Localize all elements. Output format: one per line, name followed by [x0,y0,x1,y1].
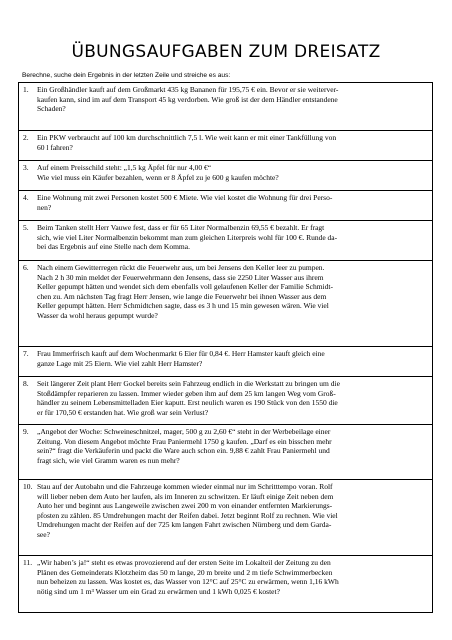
task-text-line: Auto her und beginnt aus Langeweile zwischen zwei 200 m von einander entfernten Markierungs- [37,501,333,511]
task-number [23,311,37,321]
task-text-line: sein?“ fragt die Verkäuferin und packt die Ware auch schon ein. 9,88 € zahlt Frau Paniermehl und [37,446,330,456]
task-text-line: ganze Lage mit 25 Eiern. Wie viel zahlt Herr Hamster? [37,358,203,368]
task-number: 1. [23,85,29,94]
task-text-line: nötig sind um 1 m³ Wasser um ein Grad zu erwärmen und 1 kWh 0,025 € kostet? [37,586,280,596]
task-text-line: Beim Tanken stellt Herr Vauwe fest, dass er für 65 Liter Normalbenzin 69,55 € bezahlt. Er fragt [37,223,325,232]
task-text-line: nun beheizen zu lassen. Was kostet es, das Wasser von 12°C auf 25°C zu erwärmen, wenn 1,16 kWh [37,577,339,587]
task-list [18,82,433,613]
task-text-line: Plänen des Gemeinderats Klotzheim das 50 m lange, 20 m breite und 2 m tiefe Schwimmerbecken [37,567,333,577]
task-number [23,233,37,243]
task-text-line: Nach einem Gewitterregen rückt die Feuerwehr aus, um bei Jensens den Keller leer zu pumpen. [37,263,325,272]
task-text-line: Seit längerer Zeit plant Herr Gockel bereits sein Fahrzeug endlich in die Werkstatt zu bringen um die [37,379,340,388]
task-text-line: Keller gepumpt hätten. Herr Schmidtchen sagte, dass es 3 h und 15 min gewesen wären. Wie viel [37,301,329,311]
task-number [23,242,37,252]
task-number: 8. [23,379,29,388]
task-text-line: Stau auf der Autobahn und die Fahrzeuge kommen wieder einmal nur im Schritttempo voran. Rolf [37,482,333,491]
task-text-line: see? [37,529,50,539]
task-number: 6. [23,263,29,272]
task-number [23,437,37,447]
task-text-line: kaufen kann, sind im auf dem Transport 45 kg verdorben. Wie groß ist der dem Händler entstandene [37,94,338,104]
task-number: 11. [23,558,33,567]
task-box [18,220,433,260]
task-text-line: pfosten zu zählen. 85 Umdrehungen macht der Reifen dabei. Jetzt beginnt Rolf zu rechnen. Wie viel [37,510,338,520]
task-text-line: er für 170,50 € erstanden hat. Wie groß war sein Verlust? [37,407,209,417]
task-number: 2. [23,133,29,142]
task-number [23,104,37,114]
task-number [23,273,37,283]
task-box [18,82,433,130]
task-number: 10. [23,482,33,491]
task-text-line: Wie viel muss ein Käufer bezahlen, wenn er 8 Äpfel zu je 600 g kaufen möchte? [37,172,279,182]
task-number: 5. [23,223,29,232]
task-number: 4. [23,193,29,202]
task-number [23,173,37,183]
task-number [23,282,37,292]
task-number [23,359,37,369]
task-text-line: händler zu seinem Lebensmittelladen Eier kaputt. Erst neulich waren es 190 Stück von den 1550 die [37,398,338,408]
task-box [18,424,433,479]
task-text-line: bei das Ergebnis auf eine Stelle nach dem Komma. [37,242,190,252]
task-number [23,301,37,311]
task-text-line: Keller gepumpt hätten und wendet sich dem ebenfalls voll gelaufenen Keller der Familie Schmidt- [37,282,333,292]
task-number: 9. [23,427,29,436]
task-number [23,389,37,399]
task-box [18,260,433,346]
task-text-line: Frau Immerfrisch kauft auf dem Wochenmarkt 6 Eier für 0,84 €. Herr Hamster kauft gleich eine [37,349,325,358]
task-text-line: Eine Wohnung mit zwei Personen kostet 500 € Miete. Wie viel kostet die Wohnung für drei Perso- [37,193,333,202]
task-number: 7. [23,349,29,358]
task-box [18,555,433,613]
task-number [23,95,37,105]
task-number [23,408,37,418]
task-text-line: chen zu. Am nächsten Tag fragt Herr Jensen, wie lange die Feuerwehr bei ihnen Wasser aus dem [37,291,327,301]
task-number [23,398,37,408]
task-text-line: Zeitung. Von diesem Angebot möchte Frau Paniermehl 1750 g kaufen. „Darf es ein bisschen mehr [37,436,332,446]
task-text-line: Ein Großhändler kauft auf dem Großmarkt 435 kg Bananen für 195,75 € ein. Bevor er sie weiterver- [37,85,339,94]
task-number [23,292,37,302]
task-text-line: 60 l fahren? [37,142,73,152]
task-number [23,501,37,511]
task-number [23,511,37,521]
task-number [23,446,37,456]
task-number [23,492,37,502]
page-title: ÜBUNGSAUFGABEN ZUM DREISATZ [71,42,381,62]
task-number [23,577,37,587]
task-number [23,587,37,597]
task-box [18,130,433,160]
task-text-line: „Angebot der Woche: Schweineschnitzel, mager, 500 g zu 2,60 €“ steht in der Werbebeilage einer [37,427,331,436]
task-box [18,376,433,424]
instruction-text: Berechne, suche dein Ergebnis in der letzten Zeile und streiche es aus: [22,72,231,79]
task-number [23,143,37,153]
task-text-line: sich, wie viel Liter Normalbenzin bekommt man zum gleichen Literpreis wohl für 100 €. Runde da- [37,232,338,242]
task-number [23,520,37,530]
task-text-line: nen? [37,202,52,212]
task-text-line: Nach 2 h 30 min meldet der Feuerwehrmann den Jensens, dass sie 2250 Liter Wasser aus ihrem [37,272,324,282]
task-text-line: will lieber neben dem Auto her laufen, als im Inneren zu schwitzen. Er läuft einige Zeit neben dem [37,491,334,501]
task-text-line: Auf einem Preisschild steht: „1,5 kg Äpfel für nur 4,00 €“ [37,163,212,172]
task-text-line: Stoßdämpfer reparieren zu lassen. Immer wieder geben ihm auf dem 25 km langen Weg vom Groß- [37,388,336,398]
task-box [18,346,433,376]
task-text-line: Umdrehungen macht der Reifen auf der 725 km langen Fahrt zwischen Nürnberg und dem Garda- [37,520,332,530]
task-number: 3. [23,163,29,172]
task-box [18,190,433,220]
task-number [23,203,37,213]
task-text-line: fragt sich, wie viel Gramm waren es nun mehr? [37,455,180,465]
task-number [23,530,37,540]
task-number [23,568,37,578]
task-box [18,479,433,555]
task-text-line: „Wir haben’s ja!“ steht es etwas provozierend auf der ersten Seite im Lokalteil der Zeitung zu den [37,558,331,567]
task-text-line: Wasser da wohl heraus gepumpt wurde? [37,310,158,320]
task-text-line: Ein PKW verbraucht auf 100 km durchschnittlich 7,5 l. Wie weit kann er mit einer Tankfüllung von [37,133,337,142]
task-number [23,456,37,466]
task-text-line: Schaden? [37,104,66,114]
task-box [18,160,433,190]
